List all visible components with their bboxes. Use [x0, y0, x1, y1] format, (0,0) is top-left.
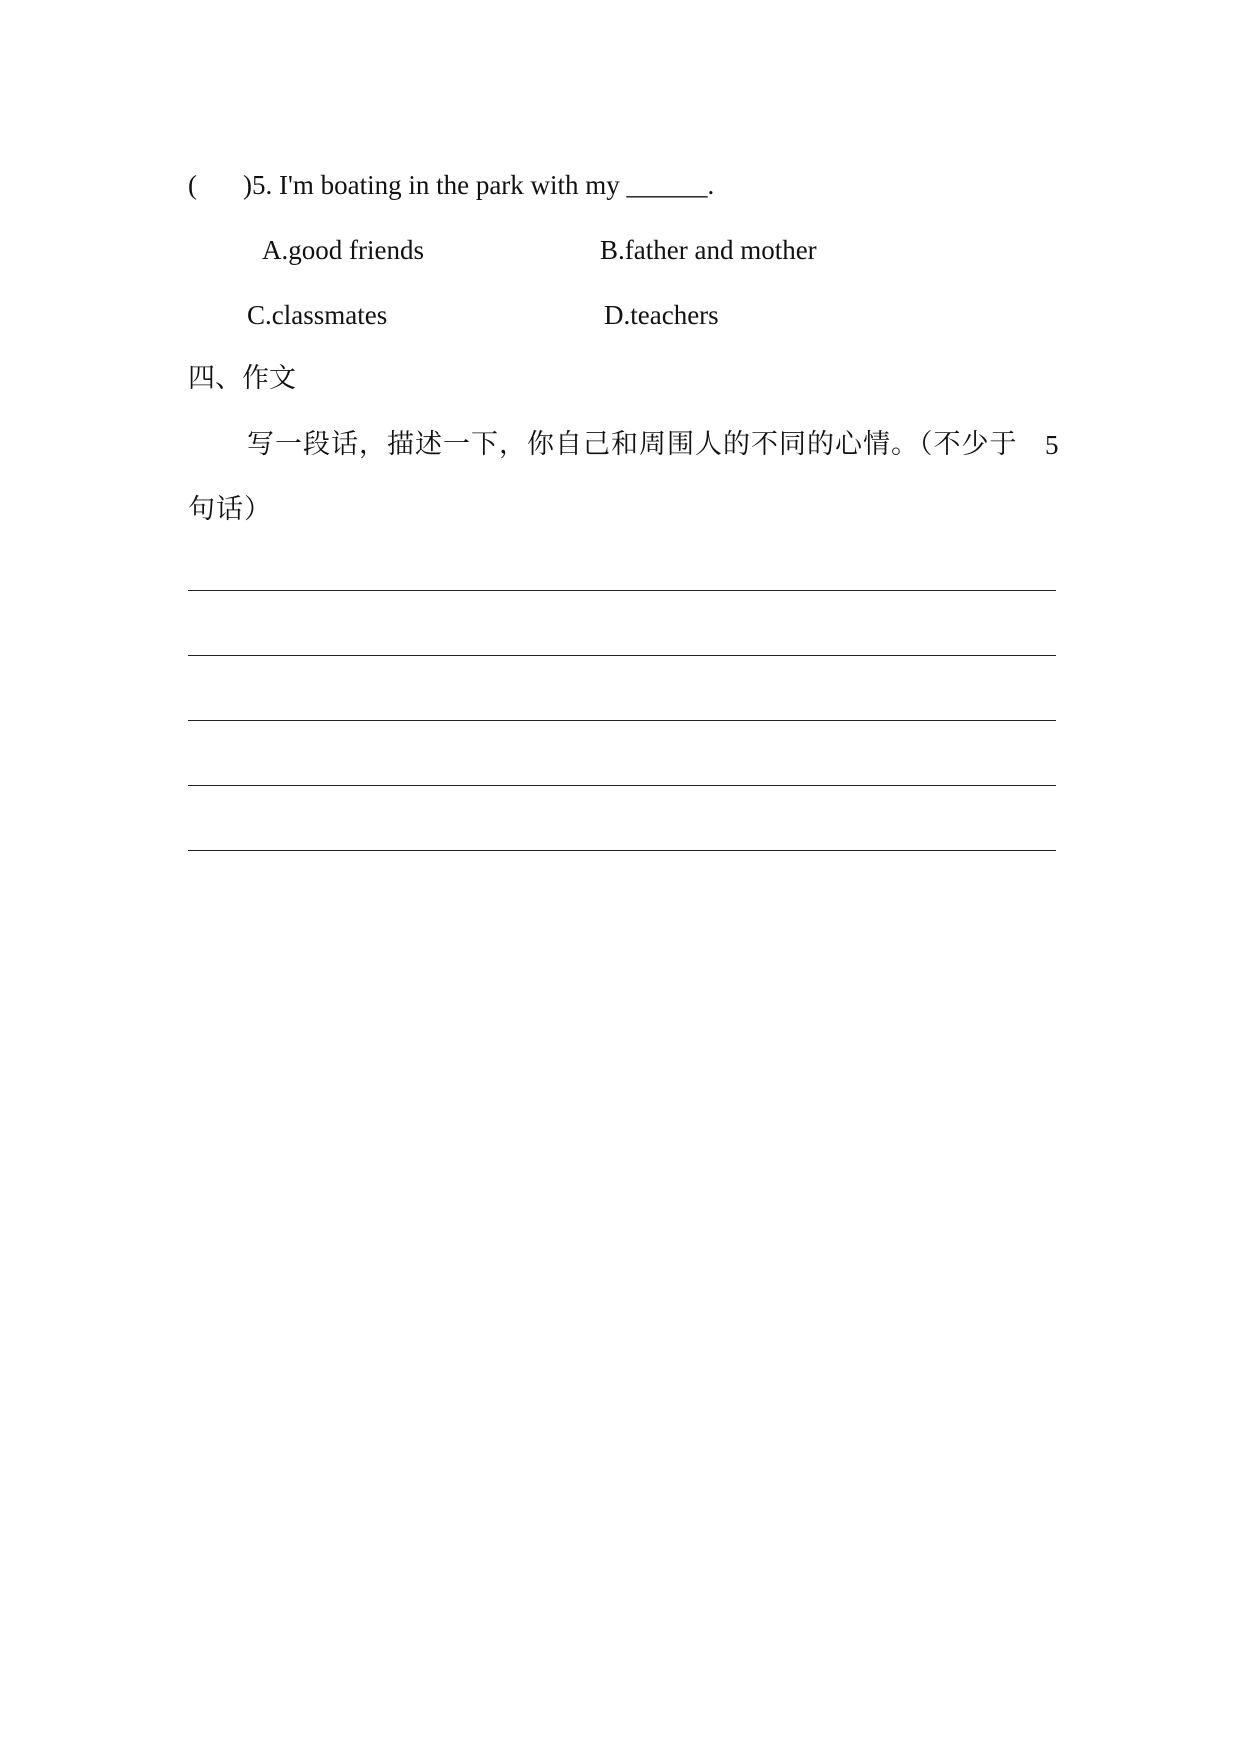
answer-line: [188, 720, 1056, 721]
option-c: C.classmates: [247, 300, 388, 330]
option-d: D.teachers: [604, 300, 719, 330]
writing-prompt-number: 5: [1045, 430, 1059, 460]
question-5-text: )5. I'm boating in the park with my ______.: [243, 170, 715, 200]
answer-line: [188, 590, 1056, 591]
writing-prompt-line-2: 句话）: [188, 494, 272, 525]
option-b: B.father and mother: [600, 235, 817, 265]
answer-line: [188, 785, 1056, 786]
answer-line: [188, 655, 1056, 656]
option-a: A.good friends: [262, 235, 424, 265]
answer-bracket: (: [188, 170, 197, 200]
answer-line: [188, 850, 1056, 851]
section-title: 四、作文: [188, 363, 296, 394]
writing-prompt-line-1: 写一段话，描述一下，你自己和周围人的不同的心情。（不少于: [247, 429, 1018, 460]
